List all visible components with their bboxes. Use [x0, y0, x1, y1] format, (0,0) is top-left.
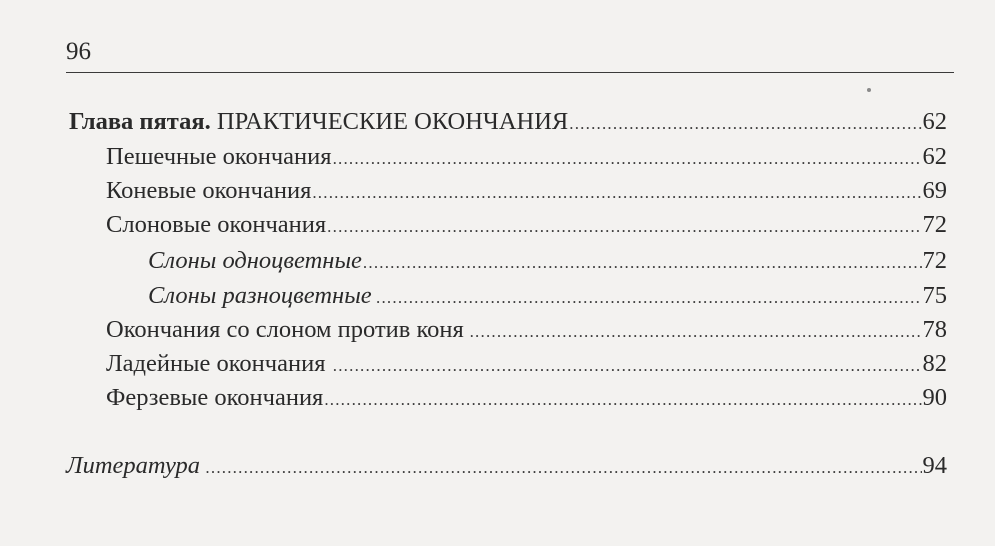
chapter-page-number: 62 — [922, 108, 947, 135]
dot-leader — [327, 212, 921, 242]
chapter-title: ПРАКТИЧЕСКИЕ ОКОНЧАНИЯ — [216, 108, 569, 135]
toc-entry-page: 62 — [922, 143, 947, 170]
dot-leader — [333, 144, 922, 174]
toc-chapter-row — [69, 107, 947, 139]
toc-entry — [106, 210, 947, 242]
dot-leader — [376, 283, 921, 313]
dot-leader — [312, 178, 921, 208]
toc-chapter-heading — [69, 107, 568, 137]
dot-leader — [205, 453, 921, 483]
dot-leader — [363, 248, 922, 278]
toc-entry-title: Коневые окончания — [106, 177, 312, 204]
literature-title: Литература — [66, 452, 201, 479]
literature-page: 94 — [922, 452, 947, 479]
toc-entry — [106, 383, 947, 415]
dot-leader — [333, 351, 922, 381]
toc-entry-page: 69 — [922, 177, 947, 204]
toc-subentry — [148, 246, 947, 278]
toc-subentry-title: Слоны разноцветные — [148, 282, 372, 309]
toc-entry-page: 82 — [922, 350, 947, 377]
dot-leader — [324, 385, 921, 415]
toc-entry-title: Ферзевые окончания — [106, 384, 324, 411]
toc-subentry — [148, 281, 947, 313]
toc-entry — [106, 349, 947, 381]
toc-entry-title: Пешечные окончания — [106, 143, 332, 170]
toc-entry-page: 78 — [922, 316, 947, 343]
toc-subentry-page: 72 — [922, 247, 947, 274]
toc-entry-title: Слоновые окончания — [106, 211, 327, 238]
dot-leader — [470, 317, 922, 347]
toc-entry — [106, 176, 947, 208]
toc-entry-title: Окончания со слоном против коня — [106, 316, 464, 343]
dot-leader — [569, 109, 921, 139]
toc-subentry-title: Слоны одноцветные — [148, 247, 362, 274]
page-number: 96 — [66, 38, 91, 65]
toc-subentry-page: 75 — [922, 282, 947, 309]
toc-literature-row — [66, 451, 947, 483]
chapter-prefix: Глава пятая. — [69, 108, 211, 135]
toc-entry-page: 90 — [922, 384, 947, 411]
toc-entry-page: 72 — [922, 211, 947, 238]
toc-entry — [106, 315, 947, 347]
toc-entry — [106, 142, 947, 174]
toc-entry-title: Ладейные окончания — [106, 350, 326, 377]
